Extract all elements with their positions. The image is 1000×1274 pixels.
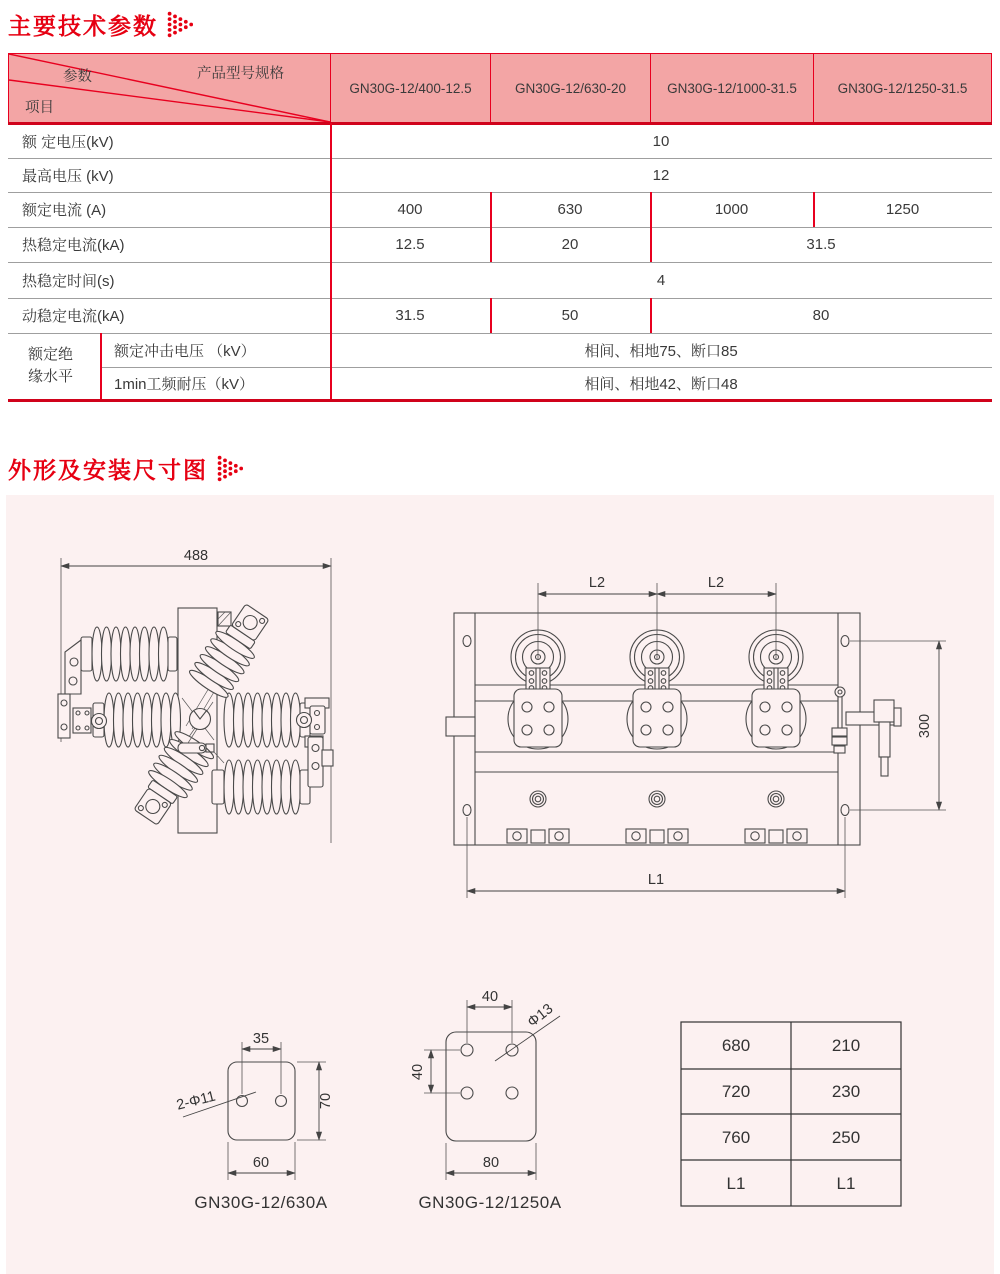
plate1250-bottom-dim: 80 (482, 1155, 500, 1171)
table-bottom-rule (8, 399, 992, 402)
front-view-l2-left-dim: L2 (588, 575, 606, 591)
row-label-frequency: 1min工频耐压（kV） (114, 375, 255, 393)
front-view-l2-right-dim: L2 (707, 575, 725, 591)
plate1250-label: GN30G-12/1250A (418, 1193, 562, 1212)
value-max-voltage: 12 (652, 166, 670, 184)
value-dynamic-50: 50 (561, 307, 579, 324)
front-view-height-dim: 300 (917, 713, 933, 739)
ltable-cell: 230 (831, 1082, 861, 1101)
spec-table (8, 53, 992, 402)
ltable-cell: L1 (726, 1174, 746, 1193)
value-current-400: 400 (397, 201, 423, 218)
corner-label-param: 参数 (63, 69, 92, 85)
front-view-drawing (446, 575, 946, 898)
plate630-top-dim: 35 (252, 1031, 270, 1047)
row-label-thermal-time: 热稳定时间(s) (22, 272, 115, 290)
section-title-dimensions-text: 外形及安装尺寸图 (8, 457, 208, 483)
row-label-thermal-current: 热稳定电流(kA) (22, 237, 125, 254)
value-rated-voltage: 10 (652, 133, 670, 150)
value-thermal-31-5: 31.5 (806, 236, 836, 253)
side-view-drawing (58, 548, 333, 843)
dimension-drawings (0, 495, 1000, 1274)
row-label-dynamic-current: 动稳定电流(kA) (22, 308, 125, 325)
header-corner-cell (8, 53, 331, 123)
value-current-1000: 1000 (714, 201, 749, 218)
l1-value-table (681, 1022, 901, 1206)
row-label-rated-voltage: 额 定电压(kV) (22, 134, 114, 151)
dot-triangle-icon (216, 455, 243, 482)
dot-triangle-icon (166, 11, 193, 38)
value-thermal-20: 20 (561, 236, 579, 253)
plate630-hole-callout: 2-Φ11 (174, 1088, 218, 1114)
value-thermal-time: 4 (656, 271, 666, 289)
value-dynamic-31-5: 31.5 (395, 307, 425, 324)
value-frequency: 相间、相地42、断口48 (584, 375, 738, 393)
header-model-4: GN30G-12/1250-31.5 (813, 53, 992, 123)
ltable-cell: 250 (831, 1128, 861, 1147)
ltable-cell: 720 (721, 1082, 751, 1101)
mounting-plate-1250 (410, 989, 562, 1212)
value-thermal-12-5: 12.5 (395, 236, 425, 253)
group-label-text: 额定绝缘水平 (28, 346, 74, 385)
section-title-parameters-text: 主要技术参数 (8, 13, 158, 39)
row-label-impulse: 额定冲击电压 （kV） (114, 342, 256, 360)
value-impulse: 相间、相地75、断口85 (584, 342, 738, 360)
ltable-cell: L1 (836, 1174, 856, 1193)
section-title-dimensions (8, 452, 243, 485)
value-current-1250: 1250 (885, 201, 920, 218)
plate1250-side-dim: 40 (410, 1063, 426, 1081)
plate630-bottom-dim: 60 (252, 1155, 270, 1171)
ltable-cell: 760 (721, 1128, 751, 1147)
row-label-rated-current: 额定电流 (A) (22, 202, 107, 219)
ltable-cell: 210 (831, 1036, 861, 1055)
header-model-1: GN30G-12/400-12.5 (330, 53, 491, 123)
plate630-side-dim: 70 (318, 1092, 334, 1110)
value-dynamic-80: 80 (812, 307, 830, 324)
header-model-3: GN30G-12/1000-31.5 (650, 53, 814, 123)
value-current-630: 630 (557, 201, 583, 218)
front-view-l1-dim: L1 (647, 872, 665, 888)
plate1250-hole-callout: Φ13 (524, 1001, 557, 1031)
header-model-2: GN30G-12/630-20 (490, 53, 651, 123)
mounting-plate-630 (175, 1031, 334, 1212)
plate630-label: GN30G-12/630A (194, 1193, 328, 1212)
ltable-cell: 680 (721, 1036, 751, 1055)
corner-label-model: 产品型号规格 (197, 66, 284, 82)
group-label-insulation (8, 333, 100, 399)
plate1250-top-dim: 40 (481, 989, 499, 1005)
side-view-width-dim: 488 (183, 548, 209, 564)
row-label-max-voltage: 最高电压 (kV) (22, 167, 114, 185)
corner-label-item: 项目 (25, 100, 54, 116)
section-title-parameters (8, 8, 193, 41)
